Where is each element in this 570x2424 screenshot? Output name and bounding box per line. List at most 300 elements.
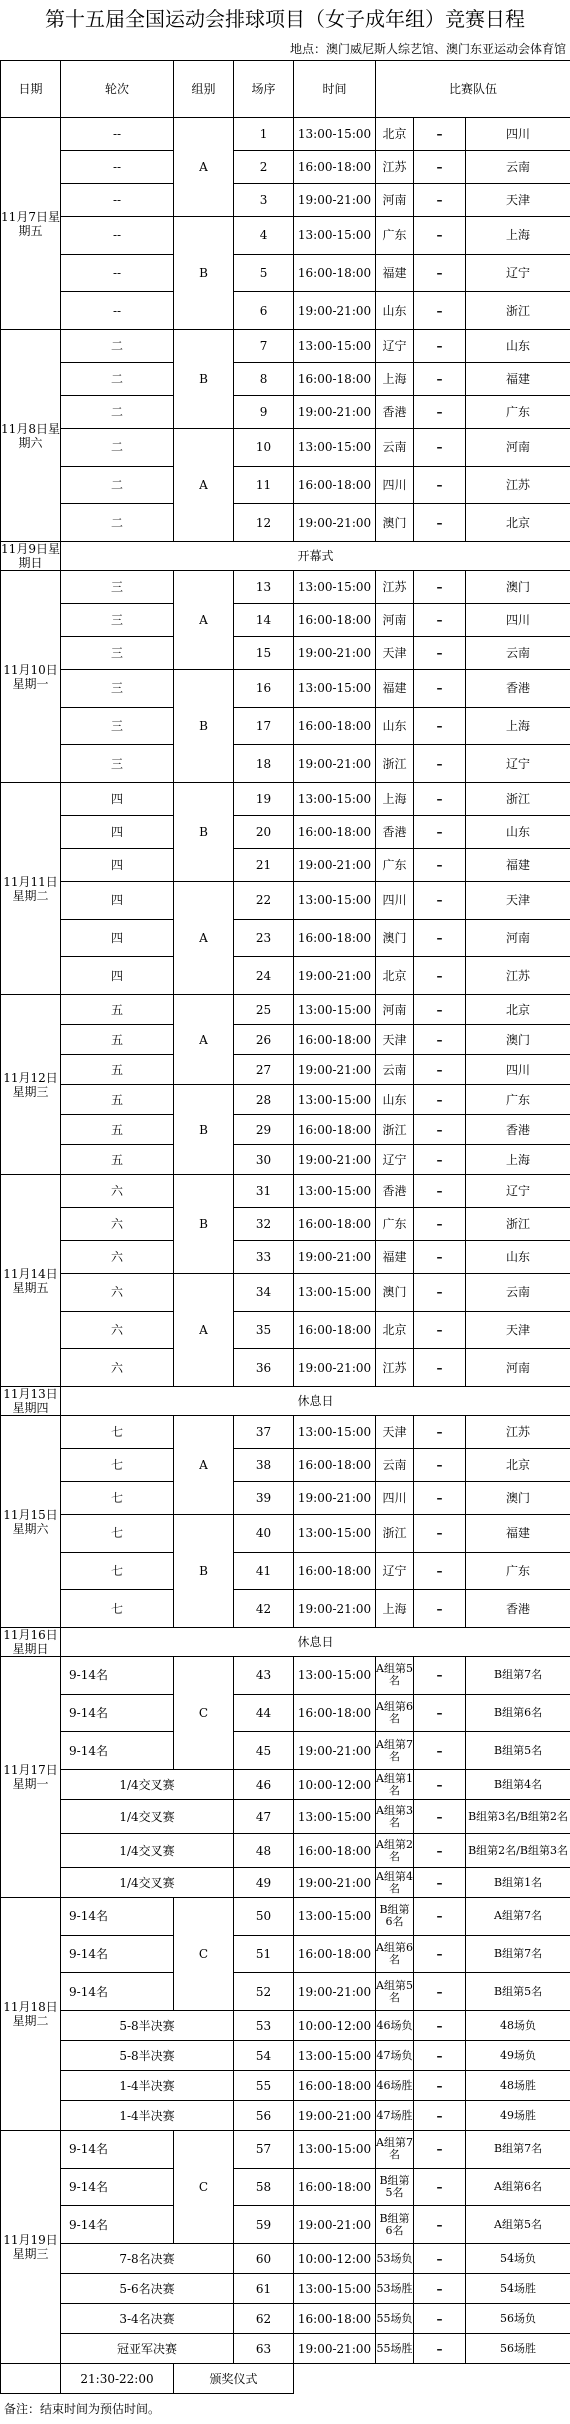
team-home: 46场负 <box>376 2011 414 2041</box>
group-cell: A <box>174 1416 234 1515</box>
team-home: 北京 <box>376 118 414 151</box>
versus-dash: – <box>414 1935 466 1973</box>
team-away: B组第2名/B组第3名 <box>466 1834 570 1868</box>
match-row <box>1 1175 570 1208</box>
team-home: 四川 <box>376 882 414 920</box>
header-date: 日期 <box>1 61 61 118</box>
team-home: 福建 <box>376 670 414 708</box>
match-time: 19:00-21:00 <box>294 1973 376 2011</box>
match-number: 44 <box>234 1694 294 1732</box>
team-home: 47场胜 <box>376 2101 414 2131</box>
round-cell: 二 <box>61 466 174 504</box>
header-teams: 比赛队伍 <box>376 61 570 118</box>
round-cell: 冠亚军决赛 <box>61 2334 234 2364</box>
ceremony-time: 21:30-22:00 <box>61 2364 174 2394</box>
versus-dash: – <box>414 254 466 292</box>
team-away: B组第4名 <box>466 1770 570 1800</box>
match-number: 49 <box>234 1868 294 1898</box>
team-away: 澳门 <box>466 1482 570 1515</box>
team-away: 山东 <box>466 1241 570 1274</box>
match-row <box>1 816 570 849</box>
versus-dash: – <box>414 1416 466 1449</box>
match-row <box>1 2206 570 2244</box>
team-away: 澳门 <box>466 571 570 604</box>
match-time: 13:00-15:00 <box>294 670 376 708</box>
team-away: 四川 <box>466 604 570 637</box>
group-cell: A <box>174 1274 234 1387</box>
match-number: 42 <box>234 1590 294 1628</box>
schedule-table <box>0 60 570 2394</box>
match-number: 45 <box>234 1732 294 1770</box>
round-cell: 9-14名 <box>61 2206 174 2244</box>
match-time: 16:00-18:00 <box>294 466 376 504</box>
match-time: 19:00-21:00 <box>294 1868 376 1898</box>
versus-dash: – <box>414 604 466 637</box>
round-cell: 9-14名 <box>61 2131 174 2169</box>
match-time: 13:00-15:00 <box>294 1898 376 1936</box>
header-round: 轮次 <box>61 61 174 118</box>
round-cell: 三 <box>61 707 174 745</box>
date-cell: 11月10日星期一 <box>1 571 61 783</box>
match-number: 46 <box>234 1770 294 1800</box>
match-time: 13:00-15:00 <box>294 1085 376 1115</box>
team-away: 天津 <box>466 1311 570 1349</box>
date-cell: 11月15日星期六 <box>1 1416 61 1628</box>
round-cell: 7-8名决赛 <box>61 2244 234 2274</box>
match-number: 6 <box>234 292 294 330</box>
round-cell: 四 <box>61 919 174 957</box>
versus-dash: – <box>414 429 466 467</box>
team-home: B组第6名 <box>376 1898 414 1936</box>
date-cell: 11月12日星期三 <box>1 995 61 1175</box>
round-cell: 1-4半决赛 <box>61 2071 234 2101</box>
match-time: 13:00-15:00 <box>294 995 376 1025</box>
team-away: 河南 <box>466 919 570 957</box>
versus-dash: – <box>414 363 466 396</box>
match-number: 55 <box>234 2071 294 2101</box>
match-number: 27 <box>234 1055 294 1085</box>
match-row <box>1 292 570 330</box>
team-home: 福建 <box>376 1241 414 1274</box>
match-number: 26 <box>234 1025 294 1055</box>
team-home: 河南 <box>376 995 414 1025</box>
match-time: 19:00-21:00 <box>294 1055 376 1085</box>
match-number: 15 <box>234 637 294 670</box>
team-home: B组第5名 <box>376 2168 414 2206</box>
round-cell: 七 <box>61 1449 174 1482</box>
match-number: 14 <box>234 604 294 637</box>
match-number: 59 <box>234 2206 294 2244</box>
match-number: 31 <box>234 1175 294 1208</box>
versus-dash: – <box>414 184 466 217</box>
group-cell: A <box>174 118 234 217</box>
match-number: 63 <box>234 2334 294 2364</box>
opening-ceremony: 开幕式 <box>61 542 570 571</box>
date-cell: 11月17日星期一 <box>1 1657 61 1898</box>
group-cell: A <box>174 995 234 1085</box>
match-time: 19:00-21:00 <box>294 2334 376 2364</box>
team-home: 北京 <box>376 957 414 995</box>
round-cell: 5-6名决赛 <box>61 2274 234 2304</box>
match-number: 25 <box>234 995 294 1025</box>
team-away: 广东 <box>466 396 570 429</box>
special-row <box>1 1628 570 1657</box>
round-cell: 五 <box>61 1085 174 1115</box>
team-away: 上海 <box>466 1145 570 1175</box>
round-cell: 四 <box>61 957 174 995</box>
team-home: 澳门 <box>376 504 414 542</box>
team-home: 江苏 <box>376 151 414 184</box>
match-number <box>1 2364 61 2394</box>
versus-dash: – <box>414 707 466 745</box>
match-time: 16:00-18:00 <box>294 2168 376 2206</box>
team-home: 广东 <box>376 217 414 255</box>
versus-dash: – <box>414 2274 466 2304</box>
match-row <box>1 2334 570 2364</box>
round-cell: 六 <box>61 1311 174 1349</box>
rest-day: 休息日 <box>61 1387 570 1416</box>
special-row <box>1 542 570 571</box>
match-row <box>1 1552 570 1590</box>
round-cell: 9-14名 <box>61 1898 174 1936</box>
date-cell: 11月7日星期五 <box>1 118 61 330</box>
round-cell: 二 <box>61 429 174 467</box>
round-cell: 二 <box>61 330 174 363</box>
versus-dash: – <box>414 151 466 184</box>
round-cell: 9-14名 <box>61 1694 174 1732</box>
versus-dash: – <box>414 1115 466 1145</box>
match-time: 19:00-21:00 <box>294 396 376 429</box>
match-time: 16:00-18:00 <box>294 1311 376 1349</box>
header-row <box>1 61 570 118</box>
match-number: 2 <box>234 151 294 184</box>
round-cell: 五 <box>61 1055 174 1085</box>
team-home: 广东 <box>376 849 414 882</box>
versus-dash: – <box>414 1515 466 1553</box>
round-cell: 3-4名决赛 <box>61 2304 234 2334</box>
round-cell: 二 <box>61 363 174 396</box>
round-cell: 七 <box>61 1590 174 1628</box>
team-away: 福建 <box>466 363 570 396</box>
team-home: 辽宁 <box>376 1145 414 1175</box>
round-cell: 9-14名 <box>61 1657 174 1695</box>
team-away: B组第5名 <box>466 1732 570 1770</box>
round-cell: 二 <box>61 504 174 542</box>
round-cell: 1/4交叉赛 <box>61 1800 234 1834</box>
round-cell: 三 <box>61 745 174 783</box>
team-away: 天津 <box>466 882 570 920</box>
match-number: 51 <box>234 1935 294 1973</box>
match-number: 30 <box>234 1145 294 1175</box>
team-home: 澳门 <box>376 1274 414 1312</box>
match-row <box>1 118 570 151</box>
team-home: A组第4名 <box>376 1868 414 1898</box>
versus-dash: – <box>414 1208 466 1241</box>
team-home: A组第1名 <box>376 1770 414 1800</box>
match-time: 16:00-18:00 <box>294 1115 376 1145</box>
round-cell: 1-4半决赛 <box>61 2101 234 2131</box>
team-away: A组第7名 <box>466 1898 570 1936</box>
match-number: 4 <box>234 217 294 255</box>
page-title: 第十五届全国运动会排球项目（女子成年组）竞赛日程 <box>0 0 570 38</box>
versus-dash: – <box>414 882 466 920</box>
match-time: 13:00-15:00 <box>294 1274 376 1312</box>
team-away: 浙江 <box>466 1208 570 1241</box>
team-away: 香港 <box>466 670 570 708</box>
versus-dash: – <box>414 504 466 542</box>
group-cell: B <box>174 1175 234 1274</box>
team-home: 浙江 <box>376 745 414 783</box>
versus-dash: – <box>414 1482 466 1515</box>
special-row <box>1 1387 570 1416</box>
match-row <box>1 670 570 708</box>
versus-dash: – <box>414 2304 466 2334</box>
match-time: 16:00-18:00 <box>294 2304 376 2334</box>
versus-dash: – <box>414 466 466 504</box>
round-cell: 9-14名 <box>61 1935 174 1973</box>
team-home: 浙江 <box>376 1115 414 1145</box>
match-time: 13:00-15:00 <box>294 783 376 816</box>
match-row <box>1 1115 570 1145</box>
versus-dash: – <box>414 1175 466 1208</box>
group-cell: B <box>174 330 234 429</box>
team-home: A组第6名 <box>376 1694 414 1732</box>
match-time: 13:00-15:00 <box>294 1175 376 1208</box>
match-number: 52 <box>234 1973 294 2011</box>
match-row <box>1 1732 570 1770</box>
match-number: 20 <box>234 816 294 849</box>
versus-dash: – <box>414 396 466 429</box>
match-time: 16:00-18:00 <box>294 254 376 292</box>
versus-dash: – <box>414 2071 466 2101</box>
match-time: 13:00-15:00 <box>294 330 376 363</box>
match-number: 48 <box>234 1834 294 1868</box>
round-cell: 1/4交叉赛 <box>61 1770 234 1800</box>
versus-dash: – <box>414 118 466 151</box>
match-number: 1 <box>234 118 294 151</box>
team-away: 河南 <box>466 1349 570 1387</box>
match-row <box>1 1311 570 1349</box>
match-row <box>1 254 570 292</box>
match-time: 10:00-12:00 <box>294 2011 376 2041</box>
date-cell: 11月14日星期五 <box>1 1175 61 1387</box>
versus-dash: – <box>414 1800 466 1834</box>
team-away: 河南 <box>466 429 570 467</box>
match-number: 35 <box>234 1311 294 1349</box>
match-number: 33 <box>234 1241 294 1274</box>
match-time: 10:00-12:00 <box>294 1770 376 1800</box>
team-away: 广东 <box>466 1552 570 1590</box>
versus-dash: – <box>414 919 466 957</box>
group-cell: C <box>174 2131 234 2244</box>
match-row <box>1 1449 570 1482</box>
match-time: 13:00-15:00 <box>294 1657 376 1695</box>
match-time: 13:00-15:00 <box>294 217 376 255</box>
group-cell: C <box>174 1898 234 2011</box>
versus-dash: – <box>414 1657 466 1695</box>
group-cell: A <box>174 571 234 670</box>
team-away: 广东 <box>466 1085 570 1115</box>
round-cell: -- <box>61 217 174 255</box>
team-home: 53场负 <box>376 2244 414 2274</box>
versus-dash: – <box>414 1449 466 1482</box>
match-time: 13:00-15:00 <box>294 2274 376 2304</box>
group-cell: B <box>174 1515 234 1628</box>
team-away: 49场胜 <box>466 2101 570 2131</box>
team-home: 澳门 <box>376 919 414 957</box>
date-cell: 11月19日星期三 <box>1 2131 61 2364</box>
match-time: 19:00-21:00 <box>294 957 376 995</box>
match-row <box>1 2168 570 2206</box>
team-away: B组第6名 <box>466 1694 570 1732</box>
round-cell: 五 <box>61 1115 174 1145</box>
match-row <box>1 2274 570 2304</box>
match-time: 19:00-21:00 <box>294 1482 376 1515</box>
round-cell: 七 <box>61 1482 174 1515</box>
match-row <box>1 1085 570 1115</box>
group-cell: B <box>174 217 234 330</box>
date-cell: 11月13日星期四 <box>1 1387 61 1416</box>
match-time: 19:00-21:00 <box>294 1241 376 1274</box>
versus-dash: – <box>414 1694 466 1732</box>
team-home: 福建 <box>376 254 414 292</box>
match-number: 61 <box>234 2274 294 2304</box>
team-away: 北京 <box>466 995 570 1025</box>
match-row <box>1 1208 570 1241</box>
match-row <box>1 1834 570 1868</box>
match-time: 19:00-21:00 <box>294 2101 376 2131</box>
match-number: 62 <box>234 2304 294 2334</box>
match-row <box>1 1868 570 1898</box>
versus-dash: – <box>414 1145 466 1175</box>
versus-dash: – <box>414 1241 466 1274</box>
team-home: 四川 <box>376 1482 414 1515</box>
group-cell: B <box>174 670 234 783</box>
match-time: 19:00-21:00 <box>294 1590 376 1628</box>
match-row <box>1 2131 570 2169</box>
match-time: 16:00-18:00 <box>294 2071 376 2101</box>
versus-dash: – <box>414 1590 466 1628</box>
versus-dash: – <box>414 1868 466 1898</box>
round-cell: 1/4交叉赛 <box>61 1834 234 1868</box>
match-row <box>1 2101 570 2131</box>
team-away: 48场负 <box>466 2011 570 2041</box>
team-home: A组第7名 <box>376 1732 414 1770</box>
match-time: 19:00-21:00 <box>294 745 376 783</box>
round-cell: 五 <box>61 1145 174 1175</box>
match-row <box>1 1349 570 1387</box>
team-away: A组第5名 <box>466 2206 570 2244</box>
versus-dash: – <box>414 1552 466 1590</box>
match-number: 50 <box>234 1898 294 1936</box>
match-time: 16:00-18:00 <box>294 604 376 637</box>
match-row <box>1 783 570 816</box>
team-home: 香港 <box>376 816 414 849</box>
match-number: 13 <box>234 571 294 604</box>
match-number: 47 <box>234 1800 294 1834</box>
match-row <box>1 1515 570 1553</box>
team-home: 香港 <box>376 1175 414 1208</box>
round-cell: 三 <box>61 604 174 637</box>
team-home: 上海 <box>376 783 414 816</box>
versus-dash: – <box>414 1898 466 1936</box>
team-away: B组第7名 <box>466 1935 570 1973</box>
match-number: 38 <box>234 1449 294 1482</box>
match-row <box>1 637 570 670</box>
venue-line: 地点：澳门威尼斯人综艺馆、澳门东亚运动会体育馆 <box>0 38 570 60</box>
versus-dash: – <box>414 2206 466 2244</box>
team-away: 四川 <box>466 118 570 151</box>
team-away: 上海 <box>466 217 570 255</box>
match-time: 19:00-21:00 <box>294 1732 376 1770</box>
match-number: 36 <box>234 1349 294 1387</box>
match-number: 23 <box>234 919 294 957</box>
round-cell: 9-14名 <box>61 2168 174 2206</box>
match-row <box>1 1800 570 1834</box>
round-cell: 5-8半决赛 <box>61 2011 234 2041</box>
match-number: 11 <box>234 466 294 504</box>
footnote: 备注：结束时间为预估时间。 <box>0 2394 570 2424</box>
team-away: 云南 <box>466 1274 570 1312</box>
team-home: 四川 <box>376 466 414 504</box>
match-time: 16:00-18:00 <box>294 1208 376 1241</box>
team-home: 云南 <box>376 429 414 467</box>
match-time: 19:00-21:00 <box>294 504 376 542</box>
match-time: 13:00-15:00 <box>294 882 376 920</box>
versus-dash: – <box>414 1770 466 1800</box>
round-cell: 四 <box>61 816 174 849</box>
team-away: A组第6名 <box>466 2168 570 2206</box>
ceremony-row <box>1 2364 570 2394</box>
match-row <box>1 1694 570 1732</box>
match-number: 3 <box>234 184 294 217</box>
team-away: 香港 <box>466 1115 570 1145</box>
match-row <box>1 1145 570 1175</box>
match-number: 19 <box>234 783 294 816</box>
match-row <box>1 707 570 745</box>
header-group: 组别 <box>174 61 234 118</box>
match-number: 57 <box>234 2131 294 2169</box>
versus-dash: – <box>414 670 466 708</box>
team-away: 澳门 <box>466 1025 570 1055</box>
team-away: 江苏 <box>466 957 570 995</box>
match-number: 34 <box>234 1274 294 1312</box>
versus-dash: – <box>414 2131 466 2169</box>
team-home: 山东 <box>376 707 414 745</box>
match-number: 22 <box>234 882 294 920</box>
team-home: 天津 <box>376 1025 414 1055</box>
team-away: 浙江 <box>466 783 570 816</box>
versus-dash: – <box>414 995 466 1025</box>
team-away: 云南 <box>466 151 570 184</box>
match-time: 16:00-18:00 <box>294 707 376 745</box>
team-away: 山东 <box>466 330 570 363</box>
team-home: 广东 <box>376 1208 414 1241</box>
match-time: 16:00-18:00 <box>294 1935 376 1973</box>
team-away: 48场胜 <box>466 2071 570 2101</box>
versus-dash: – <box>414 2244 466 2274</box>
group-cell: B <box>174 1085 234 1175</box>
team-home: A组第2名 <box>376 1834 414 1868</box>
team-home: 天津 <box>376 637 414 670</box>
match-time: 19:00-21:00 <box>294 2206 376 2244</box>
date-cell: 11月18日星期二 <box>1 1898 61 2131</box>
team-home: A组第6名 <box>376 1935 414 1973</box>
team-away: 辽宁 <box>466 745 570 783</box>
versus-dash: – <box>414 2011 466 2041</box>
match-row <box>1 882 570 920</box>
team-home: A组第5名 <box>376 1973 414 2011</box>
